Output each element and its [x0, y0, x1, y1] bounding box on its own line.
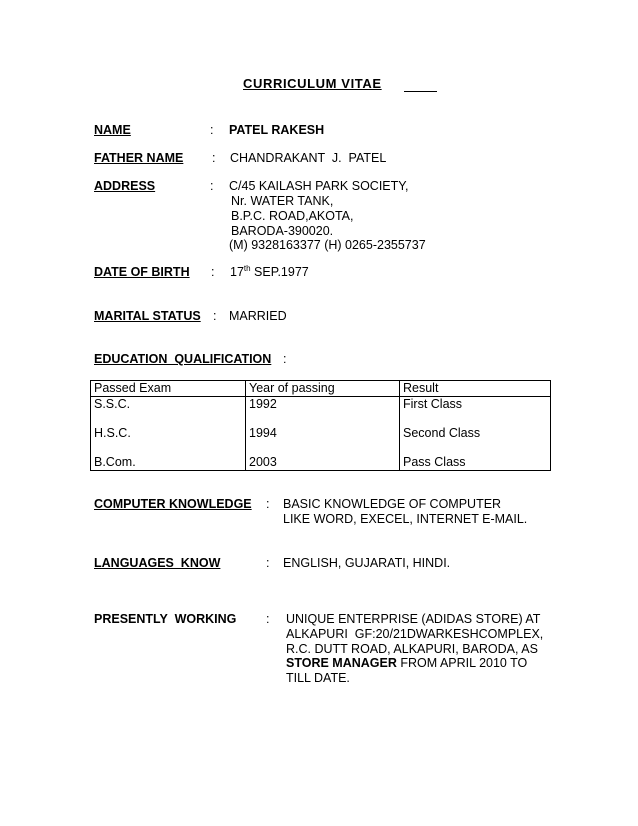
marital-status-value: MARRIED: [229, 309, 287, 323]
address-line: BARODA-390020.: [231, 224, 334, 238]
address-line: C/45 KAILASH PARK SOCIETY,: [229, 179, 409, 193]
marital-status-label: MARITAL STATUS: [94, 309, 201, 323]
dob-day: 17: [230, 265, 244, 279]
dob-month-year: SEP.1977: [250, 265, 309, 279]
dob-colon: :: [211, 265, 215, 279]
name-colon: :: [210, 123, 214, 137]
table-cell: H.S.C.: [91, 426, 246, 455]
table-cell: 2003: [246, 455, 400, 471]
work-line: UNIQUE ENTERPRISE (ADIDAS STORE) AT: [286, 612, 541, 626]
table-header-row: [91, 381, 551, 397]
dob-value: [230, 265, 309, 280]
work-line: TILL DATE.: [286, 671, 350, 685]
table-cell: 1994: [246, 426, 400, 455]
title-underline: [404, 91, 437, 92]
address-colon: :: [210, 179, 214, 193]
column-header: Result: [400, 381, 551, 397]
work-role: STORE MANAGER: [286, 656, 397, 670]
address-phone: (M) 9328163377 (H) 0265-2355737: [229, 238, 426, 252]
languages-label: LANGUAGES KNOW: [94, 556, 221, 570]
computer-knowledge-line: BASIC KNOWLEDGE OF COMPUTER: [283, 497, 502, 511]
column-header: Year of passing: [246, 381, 400, 397]
table-row: [91, 455, 551, 471]
father-name-colon: :: [212, 151, 216, 165]
education-table: [90, 380, 551, 471]
table-cell: S.S.C.: [91, 397, 246, 427]
address-label: ADDRESS: [94, 179, 156, 193]
name-label: NAME: [94, 123, 131, 137]
table-cell: First Class: [400, 397, 551, 427]
dob-day-suffix: th: [243, 264, 251, 273]
presently-working-colon: :: [266, 612, 270, 626]
name-value: PATEL RAKESH: [229, 123, 325, 137]
table-cell: B.Com.: [91, 455, 246, 471]
table-cell: Second Class: [400, 426, 551, 455]
work-line: ALKAPURI GF:20/21DWARKESHCOMPLEX,: [286, 627, 544, 641]
table-cell: 1992: [246, 397, 400, 427]
father-name-value: CHANDRAKANT J. PATEL: [230, 151, 387, 165]
work-line: R.C. DUTT ROAD, ALKAPURI, BARODA, AS: [286, 642, 538, 656]
dob-label: DATE OF BIRTH: [94, 265, 190, 279]
page-title: CURRICULUM VITAE: [243, 76, 382, 91]
address-line: Nr. WATER TANK,: [231, 194, 334, 208]
work-role-line: [286, 656, 527, 671]
computer-knowledge-line: LIKE WORD, EXECEL, INTERNET E-MAIL.: [283, 512, 528, 526]
computer-knowledge-colon: :: [266, 497, 270, 511]
table-cell: Pass Class: [400, 455, 551, 471]
computer-knowledge-label: COMPUTER KNOWLEDGE: [94, 497, 252, 511]
presently-working-label: PRESENTLY WORKING: [94, 612, 237, 626]
table-row: [91, 426, 551, 455]
languages-colon: :: [266, 556, 270, 570]
father-name-label: FATHER NAME: [94, 151, 184, 165]
education-colon: :: [283, 352, 287, 366]
languages-value: ENGLISH, GUJARATI, HINDI.: [283, 556, 451, 570]
column-header: Passed Exam: [91, 381, 246, 397]
table-row: [91, 397, 551, 427]
education-heading: EDUCATION QUALIFICATION: [94, 352, 272, 366]
address-line: B.P.C. ROAD,AKOTA,: [231, 209, 354, 223]
work-role-rest: FROM APRIL 2010 TO: [396, 656, 528, 670]
marital-status-colon: :: [213, 309, 217, 323]
